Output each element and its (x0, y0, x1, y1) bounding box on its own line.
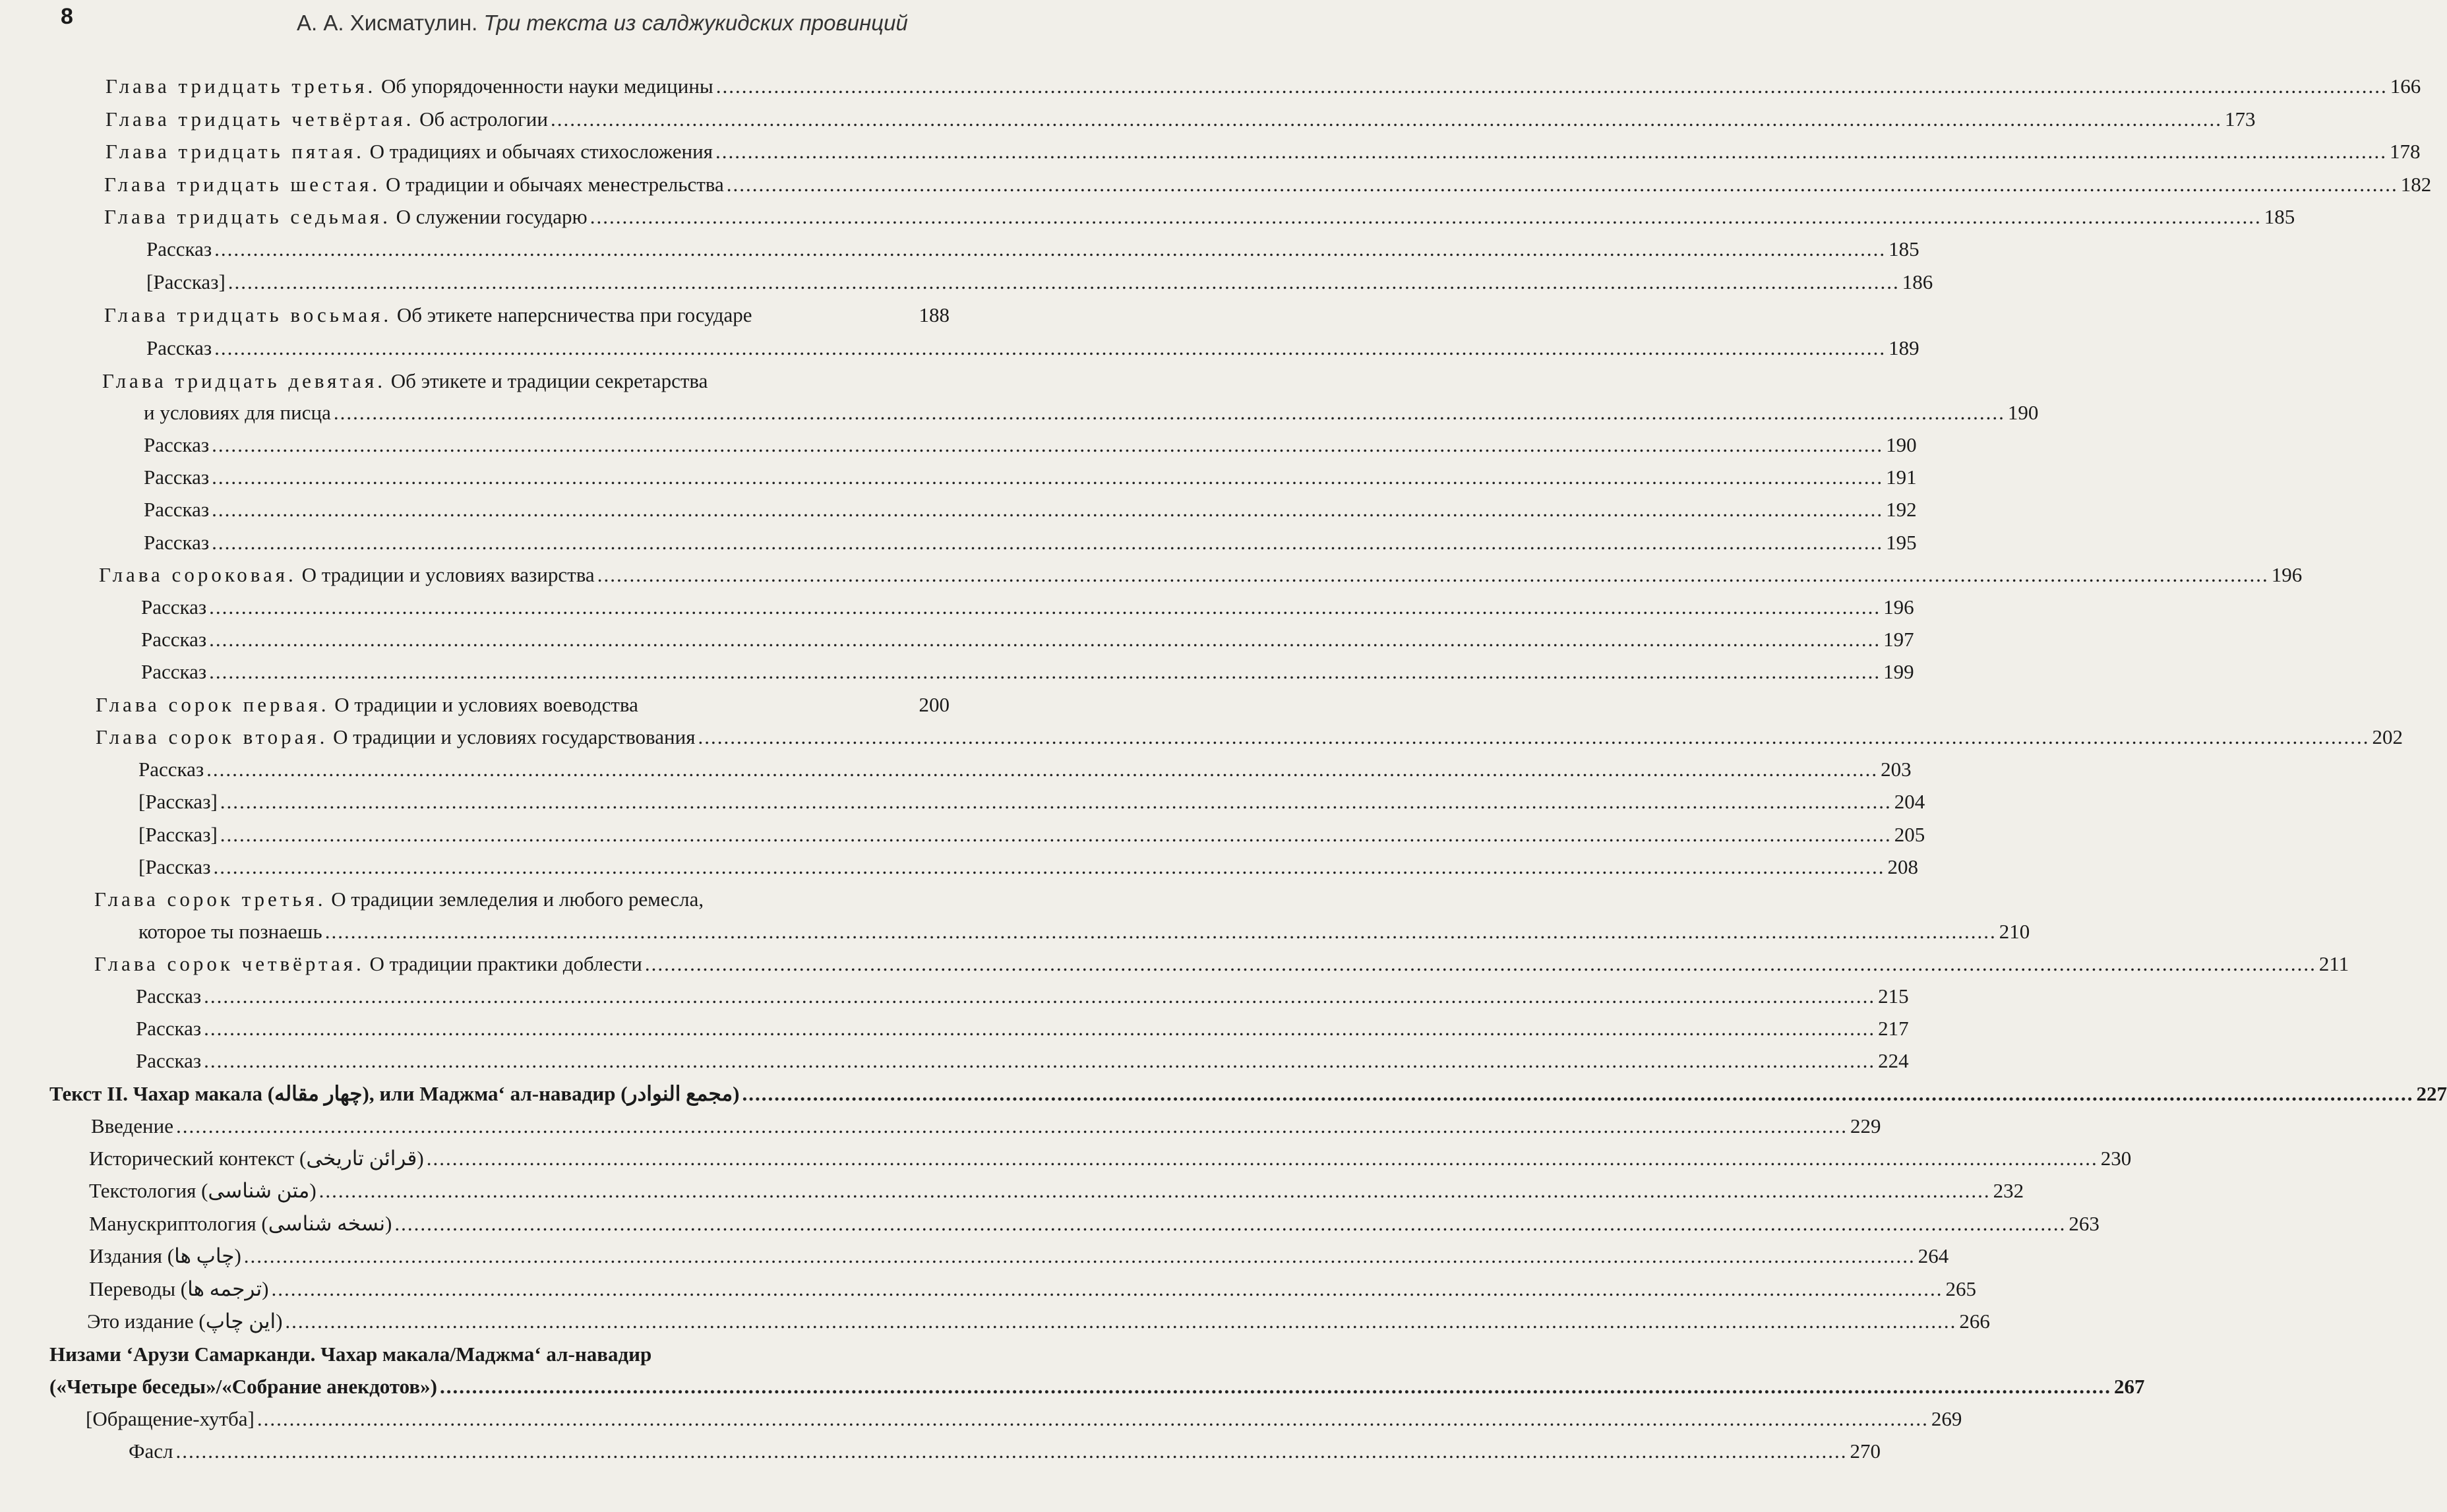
entry-label: Исторический контекст (قرائن تاریخی) (89, 1147, 424, 1170)
dot-leader: .................................................................................................................................................................................................................................................................... (212, 498, 1884, 521)
entry-label: Это издание (این چاپ) (87, 1310, 283, 1333)
toc-entry-title (144, 466, 209, 489)
page-ref: 173 (2224, 107, 2256, 131)
entry-label: [Рассказ] (138, 790, 218, 813)
toc-entry (89, 1212, 2100, 1238)
page-ref: 264 (1918, 1244, 1949, 1267)
toc-entry-title (49, 1343, 651, 1366)
entry-label: Текстология (متن شناسی) (89, 1179, 317, 1202)
entry-label: Рассказ (136, 1049, 202, 1072)
page-ref: 166 (2390, 75, 2421, 98)
dot-leader: .................................................................................................................................................................................................................................................................... (715, 75, 2388, 98)
toc-entry (104, 173, 2432, 199)
toc-entry-title (94, 952, 642, 976)
dot-leader: .................................................................................................................................................................................................................................................................... (204, 1017, 1876, 1040)
toc-entry-title (106, 75, 713, 98)
entry-label: которое ты познаешь (138, 920, 322, 943)
toc-entry (104, 303, 950, 330)
page-ref: 208 (1887, 855, 1918, 878)
dot-leader: .................................................................................................................................................................................................................................................................... (257, 1407, 1929, 1430)
dot-leader: .................................................................................................................................................................................................................................................................... (439, 1375, 2111, 1398)
toc-entry-title (141, 660, 206, 684)
toc-entry (129, 1439, 1881, 1466)
toc-entry-title (87, 1310, 282, 1333)
dot-leader: .................................................................................................................................................................................................................................................................... (550, 107, 2222, 131)
toc-entry (94, 952, 2349, 979)
chapter-label: Глава сорок четвёртая. (94, 952, 365, 975)
header-title: Три текста из салджукидских провинций (483, 11, 908, 35)
toc-entry (87, 1310, 1990, 1336)
toc-entry (138, 855, 1918, 882)
toc-entry-title (138, 758, 204, 781)
toc-entry-title (144, 498, 209, 522)
entry-label: Рассказ (146, 336, 212, 359)
page-ref: 263 (2069, 1212, 2100, 1235)
page-ref: 178 (2389, 140, 2421, 163)
toc-entry-title (86, 1407, 255, 1431)
chapter-label: Глава тридцать четвёртая. (106, 107, 415, 131)
toc-entry (136, 1017, 1909, 1043)
toc-entry (144, 401, 2039, 427)
toc-entry (138, 823, 1925, 849)
entry-label: Рассказ (136, 984, 202, 1008)
toc-entry (106, 107, 2256, 134)
entry-label: Введение (91, 1114, 173, 1137)
page-ref: 215 (1878, 984, 1909, 1008)
dot-leader: .................................................................................................................................................................................................................................................................... (209, 660, 1881, 683)
toc-entry-title (144, 401, 331, 425)
page-ref: 227 (2416, 1082, 2447, 1105)
toc-entry-title (144, 531, 209, 555)
entry-label: О традиции практики доблести (364, 952, 642, 975)
dot-leader: .................................................................................................................................................................................................................................................................... (333, 401, 2005, 424)
toc-entry (144, 466, 1917, 492)
chapter-label: Глава сорок вторая. (96, 725, 328, 748)
page-number: 8 (61, 4, 73, 29)
dot-leader: .................................................................................................................................................................................................................................................................... (214, 336, 1887, 359)
entry-label: О традиции земледелия и любого ремесла, (326, 888, 704, 911)
entry-label: Низами ‘Арузи Самарканди. Чахар макала/Маджма‘ ал-навадир (49, 1343, 652, 1366)
page-ref: 266 (1959, 1310, 1990, 1333)
dot-leader: .................................................................................................................................................................................................................................................................... (204, 984, 1876, 1008)
toc-entry-title (106, 140, 713, 164)
dot-leader: .................................................................................................................................................................................................................................................................... (285, 1310, 1957, 1333)
entry-label: [Рассказ] (146, 270, 226, 293)
toc-entry (138, 790, 1925, 816)
toc-entry-title (104, 173, 724, 197)
toc-entry-title (138, 855, 210, 879)
toc-entry-title (89, 1179, 317, 1203)
toc-entry (106, 75, 2421, 101)
dot-leader: .................................................................................................................................................................................................................................................................... (214, 237, 1887, 260)
entry-label: Фасл (129, 1439, 173, 1463)
entry-label: Издания (چاپ ها) (89, 1244, 241, 1267)
entry-label: О традиции и условиях воеводства (329, 693, 638, 716)
entry-label: и условиях для писца (144, 401, 331, 424)
page-ref: 189 (1888, 336, 1919, 359)
page-ref: 200 (919, 693, 950, 716)
page-ref: 185 (1888, 237, 1919, 260)
toc-entry-title (138, 823, 218, 847)
page-ref: 211 (2318, 952, 2349, 975)
header-author: А. А. Хисматулин. (297, 11, 478, 35)
page-ref: 204 (1894, 790, 1925, 813)
page-ref: 232 (1993, 1179, 2024, 1202)
toc-entry (91, 1114, 1881, 1141)
toc-entry (49, 1375, 2145, 1401)
toc-entry-title (89, 1212, 392, 1236)
entry-label: Рассказ (144, 531, 210, 554)
page-ref: 185 (2264, 205, 2295, 228)
toc-entry (99, 563, 2303, 590)
toc-entry (106, 140, 2421, 166)
toc-entry-title (91, 1114, 173, 1138)
toc-entry (104, 205, 2295, 231)
entry-label: [Рассказ] (138, 823, 218, 846)
page-ref: 217 (1878, 1017, 1909, 1040)
toc-entry-title (136, 1049, 201, 1073)
page-ref: 197 (1883, 628, 1914, 651)
toc-entry-title (141, 628, 206, 651)
toc-entry-title (104, 303, 752, 327)
dot-leader: .................................................................................................................................................................................................................................................................... (271, 1277, 1943, 1300)
chapter-label: Глава тридцать девятая. (102, 369, 386, 392)
entry-label: [Обращение-хутба] (86, 1407, 255, 1430)
dot-leader: .................................................................................................................................................................................................................................................................... (209, 595, 1881, 619)
page-ref: 182 (2400, 173, 2432, 196)
chapter-label: Глава тридцать шестая. (104, 173, 381, 196)
dot-leader: .................................................................................................................................................................................................................................................................... (212, 531, 1884, 554)
dot-leader: .................................................................................................................................................................................................................................................................... (597, 563, 2269, 586)
chapter-label: Глава тридцать восьмая. (104, 303, 392, 326)
toc-entry (89, 1244, 1949, 1271)
toc-entry (49, 1082, 2447, 1108)
dot-leader: .................................................................................................................................................................................................................................................................... (742, 1082, 2414, 1105)
dot-leader: .................................................................................................................................................................................................................................................................... (220, 823, 1892, 846)
toc-entry-title (138, 790, 218, 814)
entry-label: О традициях и обычаях стихосложения (364, 140, 713, 163)
toc-entry-title (146, 237, 212, 261)
page-ref: 191 (1886, 466, 1917, 489)
entry-label: Об упорядоченности науки медицины (376, 75, 713, 98)
toc-entry-title (146, 336, 212, 360)
toc-entry (96, 693, 950, 719)
entry-label: Манускриптология (نسخه شناسی) (89, 1212, 392, 1235)
page-ref: 188 (919, 303, 950, 326)
entry-label: Текст II. Чахар макала (چهار مقاله), или Маджма‘ ал-навадир (مجمع النوادر) (49, 1082, 740, 1105)
toc-entry-title (144, 433, 209, 457)
toc-entry (138, 758, 1912, 784)
dot-leader: .................................................................................................................................................................................................................................................................... (589, 205, 2262, 228)
page-ref: 190 (2007, 401, 2039, 424)
dot-leader: .................................................................................................................................................................................................................................................................... (394, 1212, 2067, 1235)
toc-entry-title (89, 1147, 424, 1170)
entry-label: О служении государю (390, 205, 588, 228)
page-ref: 229 (1850, 1114, 1881, 1137)
dot-leader: .................................................................................................................................................................................................................................................................... (204, 1049, 1876, 1072)
page-ref: 265 (1945, 1277, 1976, 1300)
dot-leader: .................................................................................................................................................................................................................................................................... (212, 433, 1884, 456)
entry-label: («Четыре беседы»/«Собрание анекдотов») (49, 1375, 437, 1398)
toc-entry (141, 628, 1914, 654)
toc-entry (89, 1277, 1976, 1304)
entry-label: Об астрологии (414, 107, 548, 131)
toc-entry-title (94, 888, 704, 911)
entry-label: Рассказ (144, 433, 210, 456)
dot-leader: .................................................................................................................................................................................................................................................................... (243, 1244, 1916, 1267)
entry-label: Рассказ (141, 660, 207, 683)
dot-leader: .................................................................................................................................................................................................................................................................... (227, 270, 1900, 293)
page-ref: 270 (1850, 1439, 1881, 1463)
entry-label: О традиции и обычаях менестрельства (380, 173, 724, 196)
dot-leader: .................................................................................................................................................................................................................................................................... (212, 466, 1884, 489)
chapter-label: Глава тридцать седьмая. (104, 205, 391, 228)
dot-leader: .................................................................................................................................................................................................................................................................... (213, 855, 1885, 878)
toc-entry-title (104, 205, 588, 229)
dot-leader: .................................................................................................................................................................................................................................................................... (175, 1114, 1848, 1137)
dot-leader: .................................................................................................................................................................................................................................................................... (715, 140, 2387, 163)
page-ref: 203 (1881, 758, 1912, 781)
dot-leader: .................................................................................................................................................................................................................................................................... (206, 758, 1879, 781)
toc-entry-title (96, 693, 638, 717)
entry-label: О традиции и условиях вазирства (296, 563, 595, 586)
toc-entry-title (106, 107, 548, 131)
toc-entry-title (102, 369, 708, 393)
toc-entry (136, 984, 1909, 1011)
toc-entry-title (99, 563, 595, 587)
entry-label: Об этикете и традиции секретарства (386, 369, 708, 392)
toc-entry (146, 237, 1919, 264)
chapter-label: Глава сорок третья. (94, 888, 326, 911)
toc-entry (89, 1179, 2024, 1205)
toc-entry-title (136, 984, 201, 1008)
toc-entry-title (96, 725, 695, 749)
dot-leader: .................................................................................................................................................................................................................................................................... (644, 952, 2316, 975)
entry-label: Рассказ (144, 466, 210, 489)
dot-leader: .................................................................................................................................................................................................................................................................... (698, 725, 2370, 748)
page-ref: 192 (1886, 498, 1917, 521)
toc-entry (138, 920, 2030, 946)
page-ref: 205 (1894, 823, 1925, 846)
page-ref: 267 (2113, 1375, 2145, 1398)
page-ref: 196 (2271, 563, 2303, 586)
page-ref: 269 (1931, 1407, 1962, 1430)
toc-entry-title (49, 1375, 437, 1399)
page-ref: 196 (1883, 595, 1914, 619)
toc-entry (136, 1049, 1909, 1075)
dot-leader: .................................................................................................................................................................................................................................................................... (318, 1179, 1991, 1202)
entry-label: О традиции и условиях государствования (328, 725, 696, 748)
entry-label: Рассказ (141, 628, 207, 651)
entry-label: [Рассказ (138, 855, 211, 878)
toc-entry (146, 270, 1933, 297)
toc-entry (94, 888, 950, 914)
entry-label: Переводы (ترجمه ها) (89, 1277, 269, 1300)
toc-entry (96, 725, 2403, 752)
entry-label: Рассказ (141, 595, 207, 619)
toc-entry (144, 433, 1917, 460)
toc-entry-title (138, 920, 322, 944)
toc-entry (102, 369, 950, 396)
toc-entry (141, 660, 1914, 686)
toc-entry-title (146, 270, 226, 294)
toc-entry (86, 1407, 1962, 1434)
toc-entry (144, 498, 1917, 524)
entry-label: Рассказ (144, 498, 210, 521)
page-ref: 230 (2100, 1147, 2132, 1170)
toc-entry (89, 1147, 2132, 1173)
toc-entry-title (141, 595, 206, 619)
dot-leader: .................................................................................................................................................................................................................................................................... (209, 628, 1881, 651)
toc-entry (146, 336, 1919, 363)
toc-entry-title (49, 1082, 739, 1106)
page-ref: 210 (1999, 920, 2030, 943)
dot-leader: .................................................................................................................................................................................................................................................................... (220, 790, 1892, 813)
toc-entry-title (89, 1244, 241, 1268)
toc-entry-title (89, 1277, 268, 1301)
page-ref: 202 (2372, 725, 2403, 748)
dot-leader: .................................................................................................................................................................................................................................................................... (726, 173, 2398, 196)
chapter-label: Глава тридцать пятая. (106, 140, 365, 163)
entry-label: Рассказ (146, 237, 212, 260)
entry-label: Рассказ (138, 758, 204, 781)
entry-label: Рассказ (136, 1017, 202, 1040)
dot-leader: .................................................................................................................................................................................................................................................................... (175, 1439, 1848, 1463)
dot-leader: .................................................................................................................................................................................................................................................................... (324, 920, 1997, 943)
page-ref: 195 (1886, 531, 1917, 554)
toc-entry (141, 595, 1914, 622)
page-ref: 199 (1883, 660, 1914, 683)
dot-leader: .................................................................................................................................................................................................................................................................... (426, 1147, 2098, 1170)
chapter-label: Глава сорок первая. (96, 693, 330, 716)
entry-label: Об этикете наперсничества при государе (392, 303, 752, 326)
page-ref: 186 (1902, 270, 1933, 293)
page-ref: 224 (1878, 1049, 1909, 1072)
chapter-label: Глава тридцать третья. (106, 75, 377, 98)
toc-entry (49, 1343, 950, 1369)
toc-entry (144, 531, 1917, 557)
toc-entry-title (129, 1439, 173, 1463)
toc-entry-title (136, 1017, 201, 1041)
chapter-label: Глава сороковая. (99, 563, 297, 586)
page-ref: 190 (1886, 433, 1917, 456)
